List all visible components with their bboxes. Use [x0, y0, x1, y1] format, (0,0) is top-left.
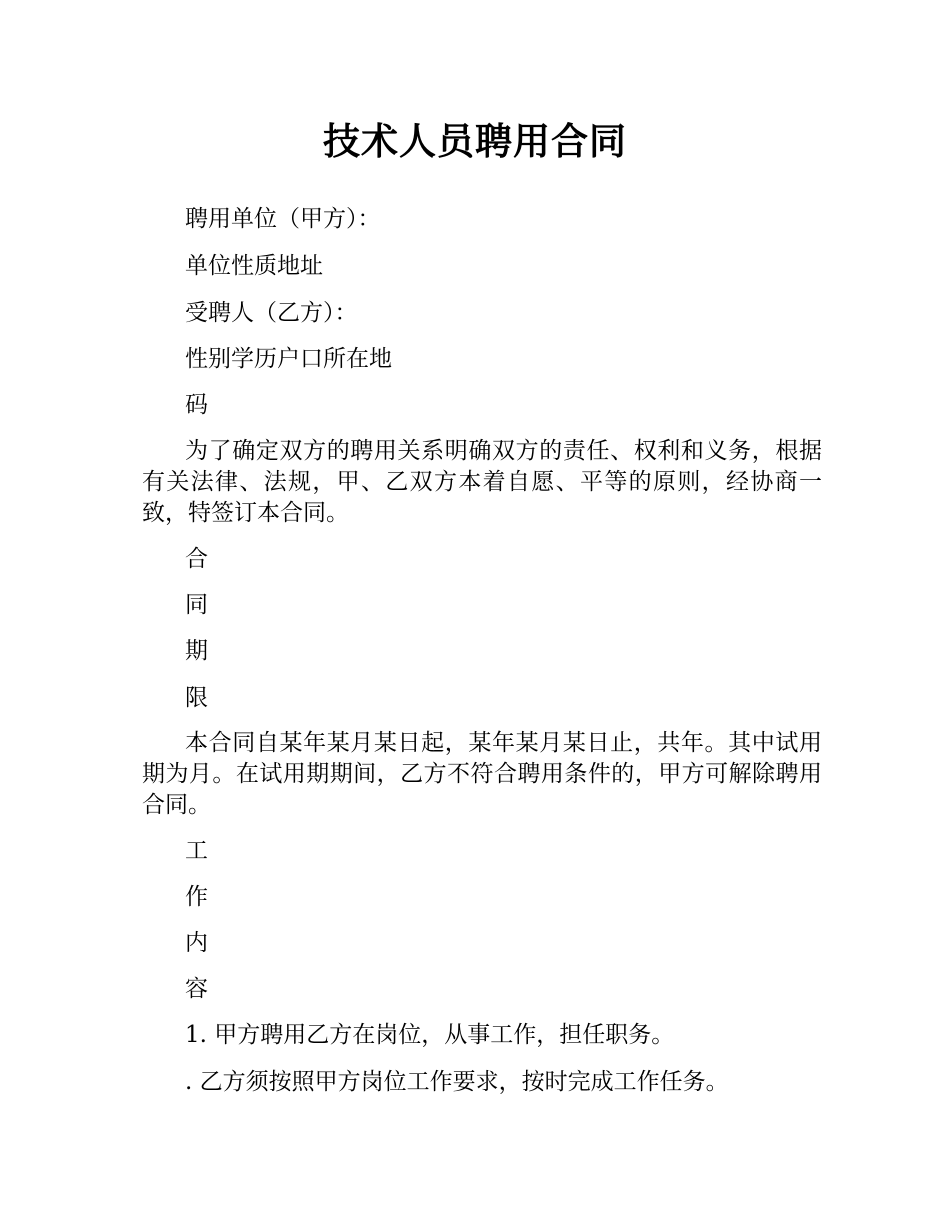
document-title: 技术人员聘用合同: [323, 120, 627, 163]
term-heading-char: 同: [185, 592, 208, 618]
intro-paragraph: 为了确定双方的聘用关系明确双方的责任、权利和义务，根据有关法律、法规，甲、乙双方本着自愿、平等的原则，经协商一致，特签订本合同。: [142, 438, 822, 526]
work-item-2: . 乙方须按照甲方岗位工作要求，按时完成工作任务。: [185, 1069, 729, 1095]
work-heading-char: 容: [185, 976, 208, 1002]
work-item-1: 1. 甲方聘用乙方在岗位，从事工作，担任职务。: [185, 1022, 675, 1048]
employer-line: 聘用单位（甲方）：: [185, 206, 381, 232]
term-heading-char: 限: [185, 685, 208, 711]
code-line: 码: [185, 392, 208, 418]
contract-term-paragraph: 本合同自某年某月某日起，某年某月某日止，共年。其中试用期为月。在试用期期间，乙方不符合聘用条件的，甲方可解除聘用合同。: [142, 730, 822, 818]
employee-details-line: 性别学历户口所在地: [185, 346, 392, 372]
work-heading-char: 作: [185, 884, 208, 910]
term-heading-char: 合: [185, 546, 208, 572]
work-heading-char: 工: [185, 838, 208, 864]
employee-line: 受聘人（乙方）：: [185, 300, 358, 326]
employer-nature-address-line: 单位性质地址: [185, 253, 323, 279]
term-heading-char: 期: [185, 638, 208, 664]
work-heading-char: 内: [185, 930, 208, 956]
